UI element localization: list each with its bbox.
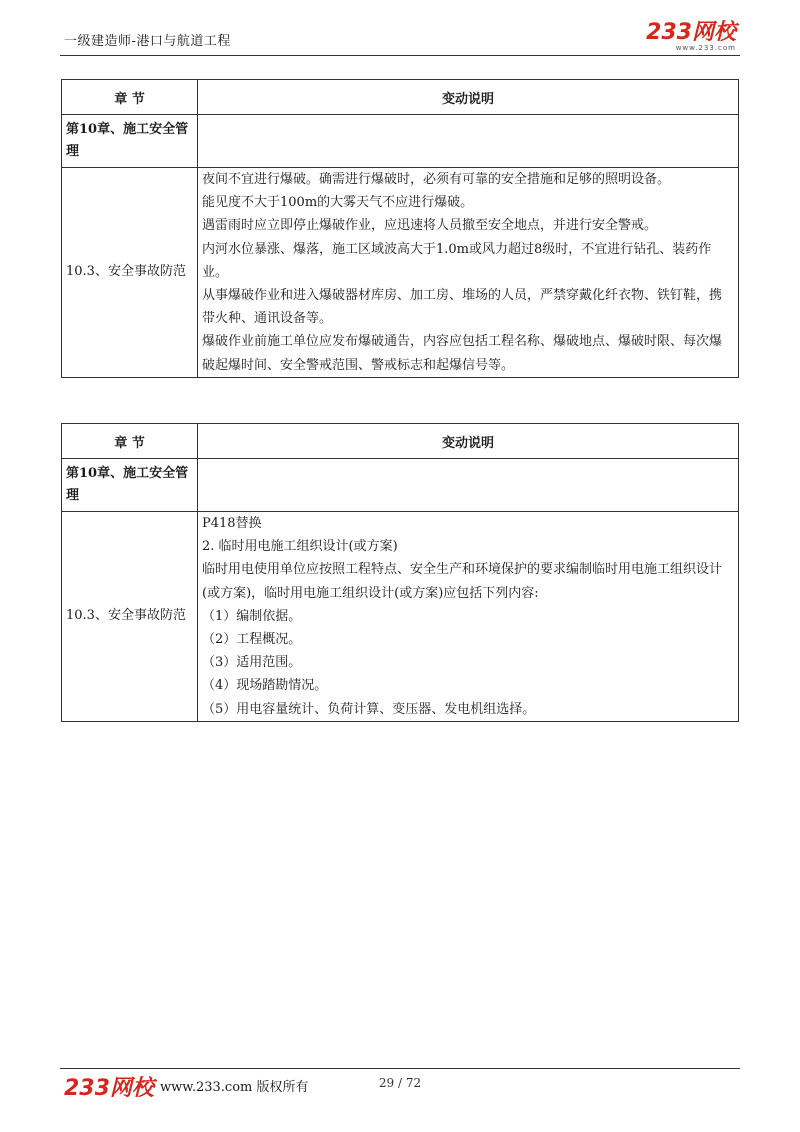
- document-title: 一级建造师-港口与航道工程: [64, 34, 231, 49]
- section-cell: 10.3、安全事故防范: [62, 512, 198, 722]
- change-table-2: [61, 423, 739, 722]
- chapter-row: [62, 459, 739, 512]
- chapter-empty-cell: [198, 459, 739, 512]
- change-table-1: [61, 79, 739, 378]
- chapter-empty-cell: [198, 115, 739, 168]
- content-line: 内河水位暴涨、爆落，施工区域波高大于1.0m或风力超过8级时，不宜进行钻孔、装药作业。: [202, 241, 712, 280]
- logo-wordmark: 233网校: [646, 20, 736, 45]
- brand-logo: [646, 22, 736, 52]
- logo-url: www.233.com: [675, 44, 736, 52]
- content-line: 临时用电使用单位应按照工程特点、安全生产和环境保护的要求编制临时用电施工组织设计(或方案)，临时用电施工组织设计(或方案)应包括下列内容:: [202, 562, 723, 601]
- chapter-row: [62, 115, 739, 168]
- content-line: 能见度不大于100m的大雾天气不应进行爆破。: [202, 195, 474, 211]
- content-line: （4）现场踏勘情况。: [202, 678, 328, 694]
- content-line: （5）用电容量统计、负荷计算、变压器、发电机组选择。: [202, 701, 536, 717]
- content-line: 从事爆破作业和进入爆破器材库房、加工房、堆场的人员，严禁穿戴化纤衣物、铁钉鞋，携带火种、通讯设备等。: [202, 288, 723, 327]
- col-header-change: 变动说明: [198, 80, 739, 115]
- col-header-change: 变动说明: [198, 424, 739, 459]
- footer-logo: 233网校: [64, 1076, 154, 1101]
- content-line: 遇雷雨时应立即停止爆破作业，应迅速将人员撤至安全地点，并进行安全警戒。: [202, 218, 658, 234]
- col-header-chapter: 章 节: [62, 80, 198, 115]
- col-header-chapter: 章 节: [62, 424, 198, 459]
- content-line: （3）适用范围。: [202, 655, 302, 671]
- table-header-row: [62, 80, 739, 115]
- content-line: 夜间不宜进行爆破。确需进行爆破时，必须有可靠的安全措施和足够的照明设备。: [202, 172, 671, 187]
- content-line: （1）编制依据。: [202, 608, 302, 624]
- content-line: （2）工程概况。: [202, 632, 302, 648]
- section-cell: 10.3、安全事故防范: [62, 168, 198, 378]
- footer-divider: [60, 1068, 740, 1069]
- content-line: 2. 临时用电施工组织设计(或方案): [202, 539, 398, 555]
- page-number: 29 / 72: [378, 1076, 422, 1090]
- chapter-cell: 第10章、施工安全管理: [62, 115, 198, 168]
- change-content-cell: [198, 168, 739, 378]
- content-line: 爆破作业前施工单位应发布爆破通告，内容应包括工程名称、爆破地点、爆破时限、每次爆破起爆时间、安全警戒范围、警戒标志和起爆信号等。: [202, 334, 723, 373]
- footer-copyright: www.233.com 版权所有: [160, 1080, 309, 1095]
- chapter-cell: 第10章、施工安全管理: [62, 459, 198, 512]
- section-row: [62, 168, 739, 378]
- content-line: P418替换: [202, 516, 262, 531]
- header-divider: [60, 55, 740, 56]
- table-header-row: [62, 424, 739, 459]
- section-row: [62, 512, 739, 722]
- change-content-cell: [198, 512, 739, 722]
